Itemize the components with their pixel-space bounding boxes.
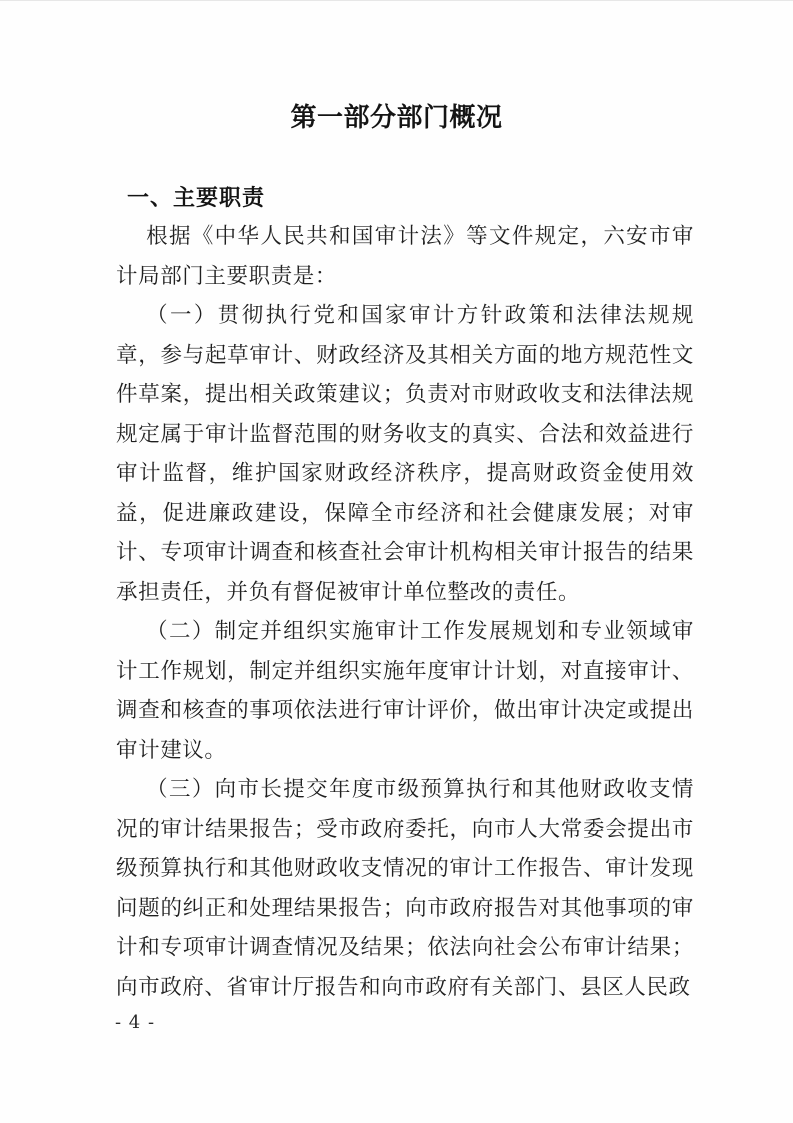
document-title: 第一部分部门概况 (290, 103, 503, 133)
section-heading: 一、主要职责 (127, 186, 266, 211)
page-number: - 4 - (115, 1012, 156, 1033)
document-body (116, 217, 694, 1007)
body-paragraph-duty-1: （一）贯彻执行党和国家审计方针政策和法律法规规章，参与起草审计、财政经济及其相关方面的地方规范性文件草案，提出相关政策建议；负责对市财政收支和法律法规规定属于审计监督范围的财务收支的真实、合法和效益进行审计监督，维护国家财政经济秩序，提高财政资金使用效益，促进廉政建设，保障全市经济和社会健康发展；对审计、专项审计调查和核查社会审计机构相关审计报告的结果承担责任，并负有督促被审计单位整改的责任。 (116, 303, 694, 605)
body-paragraph-duty-2: （二）制定并组织实施审计工作发展规划和专业领域审计工作规划，制定并组织实施年度审计计划，对直接审计、调查和核查的事项依法进行审计评价，做出审计决定或提出审计建议。 (116, 619, 694, 763)
body-paragraph-duty-3: （三）向市长提交年度市级预算执行和其他财政收支情况的审计结果报告；受市政府委托，向市人大常委会提出市级预算执行和其他财政收支情况的审计工作报告、审计发现问题的纠正和处理结果报告；向市政府报告对其他事项的审计和专项审计调查情况及结果；依法向社会公布审计结果；向市政府、省审计厅报告和向市政府有关部门、县区人民政 (116, 777, 694, 1000)
body-paragraph-intro: 根据《中华人民共和国审计法》等文件规定，六安市审计局部门主要职责是： (116, 224, 694, 289)
